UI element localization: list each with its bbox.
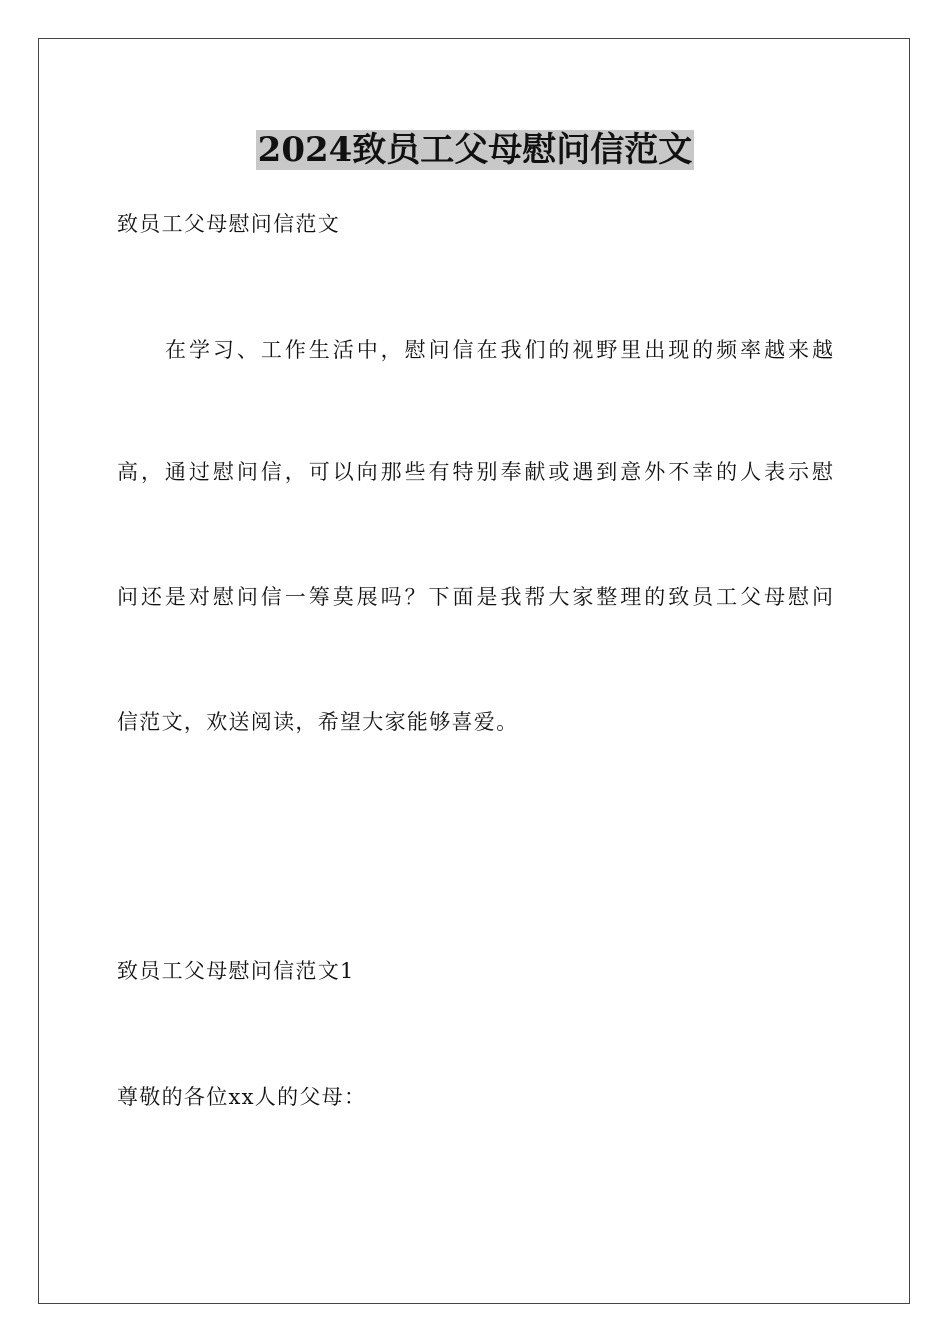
section-heading: 致员工父母慰问信范文1: [117, 959, 355, 983]
document-subtitle: 致员工父母慰问信范文: [117, 212, 340, 236]
document-title-text: 2024致员工父母慰问信范文: [257, 130, 693, 170]
intro-line-4: 信范文，欢送阅读，希望大家能够喜爱。: [117, 710, 519, 734]
intro-line-2: 高，通过慰问信，可以向那些有特别奉献或遇到意外不幸的人表示慰: [117, 460, 833, 484]
document-title: [0, 128, 950, 172]
intro-line-1: 在学习、工作生活中，慰问信在我们的视野里出现的频率越来越: [165, 338, 833, 362]
salutation: 尊敬的各位xx人的父母：: [117, 1085, 367, 1109]
intro-line-3: 问还是对慰问信一筹莫展吗？下面是我帮大家整理的致员工父母慰问: [117, 585, 833, 609]
